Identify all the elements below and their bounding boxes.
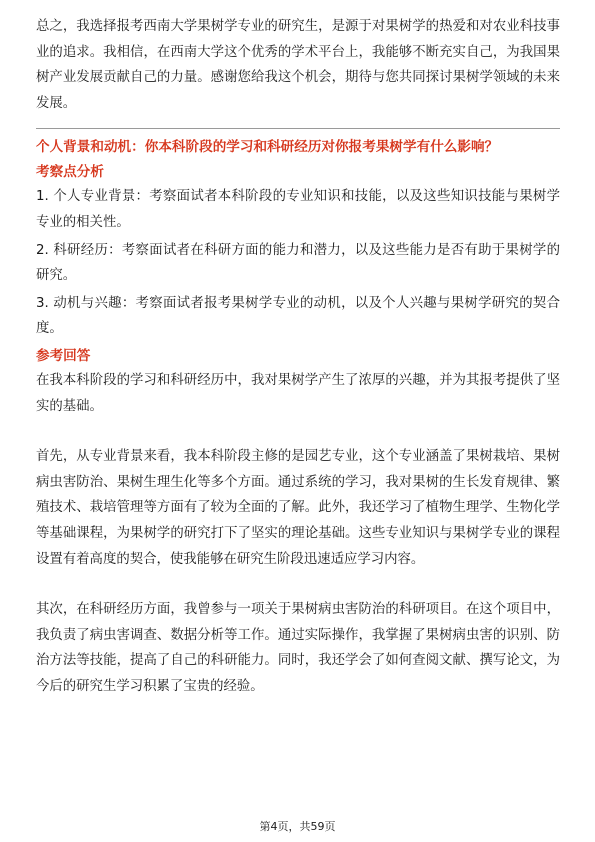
analysis-item: 3. 动机与兴趣：考察面试者报考果树学专业的动机，以及个人兴趣与果树学研究的契合度。 — [36, 295, 560, 337]
paragraph-spacer — [36, 572, 560, 597]
analysis-item: 1. 个人专业背景：考察面试者本科阶段的专业知识和技能，以及这些知识技能与果树学专业的相关性。 — [36, 189, 560, 230]
question-heading: 个人背景和动机：你本科阶段的学习和科研经历对你报考果树学有什么影响？ — [36, 139, 499, 156]
answer-paragraph: 在我本科阶段的学习和科研经历中，我对果树学产生了浓厚的兴趣，并为其报考提供了坚实的基础。 — [36, 372, 560, 414]
intro-paragraph: 总之，我选择报考西南大学果树学专业的研究生，是源于对果树学的热爱和对农业科技事业的追求。我相信，在西南大学这个优秀的学术平台上，我能够不断充实自己，为我国果树产业发展贡献自己的力量。感谢您给我这个机会，期待与您共同探讨果树学领域的未来发展。 — [36, 19, 560, 111]
answer-paragraph: 其次，在科研经历方面，我曾参与一项关于果树病虫害防治的科研项目。在这个项目中，我负责了病虫害调查、数据分析等工作。通过实际操作，我掌握了果树病虫害的识别、防治方法等技能，提高了自己的科研能力。同时，我还学会了如何查阅文献、撰写论文，为今后的研究生学习积累了宝贵的经验。 — [36, 602, 560, 694]
section-divider — [36, 128, 560, 129]
answer-heading: 参考回答 — [36, 347, 91, 364]
paragraph-spacer — [36, 419, 560, 444]
analysis-heading: 考察点分析 — [36, 164, 104, 181]
analysis-item: 2. 科研经历：考察面试者在科研方面的能力和潜力，以及这些能力是否有助于果树学的研究。 — [36, 242, 560, 284]
page-number-footer: 第4页，共59页 — [259, 820, 336, 833]
page-content — [36, 14, 560, 699]
answer-paragraph: 首先，从专业背景来看，我本科阶段主修的是园艺专业，这个专业涵盖了果树栽培、果树病虫害防治、果树生理生化等多个方面。通过系统的学习，我对果树的生长发育规律、繁殖技术、栽培管理等方面有了较为全面的了解。此外，我还学习了植物生理学、生物化学等基础课程，为果树学的研究打下了坚实的理论基础。这些专业知识与果树学专业的课程设置有着高度的契合，使我能够在研究生阶段迅速适应学习内容。 — [36, 449, 560, 567]
